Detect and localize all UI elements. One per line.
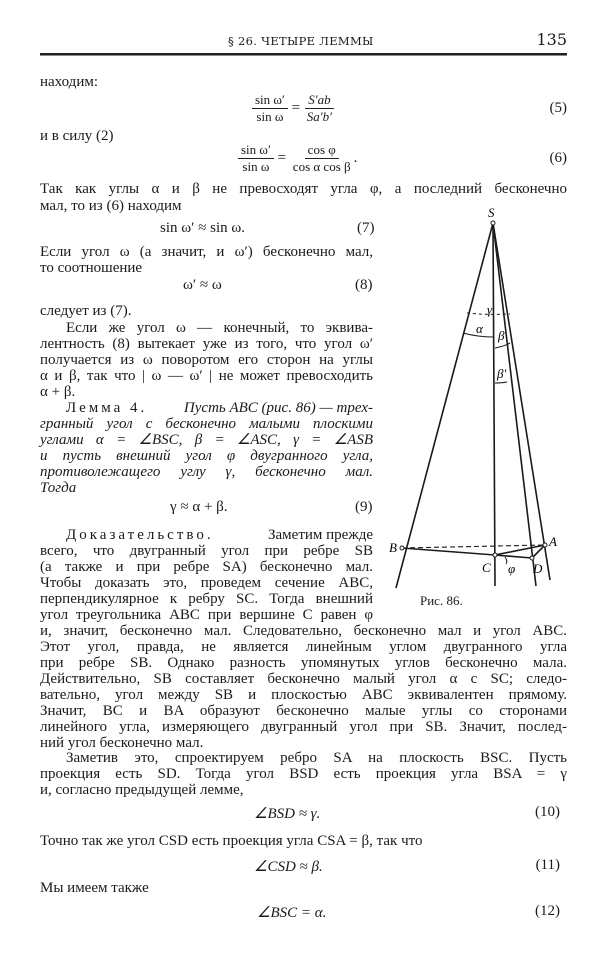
running-header: § 26. ЧЕТЫРЕ ЛЕММЫ: [228, 34, 374, 48]
text-line: линейного угла, измеряющего двугранный угол при SB. Значит, послед-: [40, 719, 567, 735]
segment-BC: [402, 548, 495, 555]
label-phi: φ: [508, 561, 516, 576]
text-line: всего, что двугранный угол при ребре SB: [40, 543, 373, 559]
text-line: Если угол ω (а значит, и ω′) бесконечно мал,: [40, 244, 373, 260]
equation-10: ∠BSD ≈ γ.: [254, 806, 321, 822]
text-line: и, значит, бесконечно мал. Следовательно, бесконечно мал и угол ABC.: [40, 623, 567, 639]
equation-number: (12): [535, 903, 560, 919]
text-line: Точно так же угол CSD есть проекция угла CSA = β, так что: [40, 833, 423, 849]
text-line: Заметим прежде: [268, 527, 373, 543]
label-gamma: γ: [487, 302, 493, 317]
equation-number: (8): [355, 277, 373, 293]
segment-BA-dashed: [402, 545, 545, 548]
label-B: B: [389, 540, 397, 555]
text-line: Если же угол ω — конечный, то эквива-: [66, 320, 373, 336]
text-line: ний угол бесконечно мал.: [40, 735, 204, 751]
text-line: Так как углы α и β не превосходят угла φ, а последний бесконечно: [40, 181, 567, 197]
text-line: Значит, BC и BA образуют бесконечно малые углы со сторонами: [40, 703, 567, 719]
equation-6: $\frac{\text{sin ω′}}{\text{sin ω}}$ = $\frac{\text{cos φ}}{\text{cos α cos β}}$ .: [238, 142, 357, 175]
lemma-title: Лемма 4.: [66, 400, 148, 416]
label-C: C: [482, 560, 491, 575]
text-line: углами α = ∠BSC, β = ∠ASC, γ = ∠ASB: [40, 432, 373, 448]
text-line: угол треугольника ABC при вершине C равен φ: [40, 607, 373, 623]
label-beta: β: [498, 328, 505, 343]
text-line: и, согласно предыдущей лемме,: [40, 782, 244, 798]
edge-SA: [493, 223, 550, 580]
text-line: проекция есть SD. Тогда угол BSD есть проекция угла BSA = γ: [40, 766, 567, 782]
text-line: Пусть ABC (рис. 86) — трех-: [183, 400, 373, 416]
text-line: лентность (8) вытекает уже из того, что угол ω′: [40, 336, 373, 352]
segment-CD: [495, 555, 532, 558]
text-line: и в силу (2): [40, 128, 114, 144]
label-A: A: [549, 534, 557, 549]
text-line: Заметив это, спроектируем ребро SA на плоскость BSC. Пусть: [66, 750, 567, 766]
text-line: Мы имеем также: [40, 880, 149, 896]
text-line: α + β.: [40, 384, 76, 400]
text-line: Действительно, SB составляет бесконечно малый угол α с SC; следо-: [40, 671, 567, 687]
edge-SC: [493, 223, 495, 586]
equation-5: $\frac{\text{sin ω′}}{\text{sin ω}}$ = $\frac{S'ab}{Sa'b'}$: [252, 92, 335, 125]
arc-beta-prime: [495, 382, 507, 383]
equation-number: (9): [355, 499, 373, 515]
text-line: Этот угол, правда, не является линейным углом двугранного угла: [40, 639, 567, 655]
text-line: мал, то из (6) находим: [40, 198, 182, 214]
equation-number: (11): [535, 857, 560, 873]
edge-SB: [396, 223, 493, 588]
text-line: противолежащего углу γ, бесконечно мал.: [40, 464, 373, 480]
page-number: 135: [536, 30, 567, 49]
equation-number: (5): [549, 100, 567, 116]
text-line: получается из ω поворотом его сторон на углы: [40, 352, 373, 368]
text-line: и пусть внешний угол φ двугранного угла,: [40, 448, 373, 464]
equation-11: ∠CSD ≈ β.: [254, 859, 323, 875]
equation-12: ∠BSC = α.: [257, 905, 327, 921]
edge-SD: [493, 223, 536, 586]
figure-caption: Рис. 86.: [420, 593, 463, 608]
text-line: α и β, так что | ω — ω′ | не может превосходить: [40, 368, 373, 384]
text-line: Тогда: [40, 480, 77, 496]
text-line: (а также и при ребре SA) бесконечно мал.: [40, 559, 373, 575]
equation-7: sin ω′ ≈ sin ω.: [160, 220, 246, 236]
label-D: D: [533, 561, 543, 576]
text-line: находим:: [40, 74, 99, 90]
equation-number: (6): [549, 150, 567, 166]
arc-phi: [505, 557, 507, 564]
label-S: S: [488, 205, 495, 220]
text-line: следует из (7).: [40, 303, 132, 319]
equation-number: (10): [535, 804, 560, 820]
equation-number: (7): [357, 220, 375, 236]
text-line: то соотношение: [40, 260, 143, 276]
text-line: гранный угол с бесконечно малыми плоскими: [40, 416, 373, 432]
text-line: вательно, угол между SB и плоскостью ABC эквивалентен прямому.: [40, 687, 567, 703]
text-line: Чтобы доказать это, проведем сечение ABC,: [40, 575, 373, 591]
label-alpha: α: [476, 321, 483, 336]
equation-8: ω′ ≈ ω: [183, 277, 222, 293]
proof-title: Доказательство.: [66, 527, 214, 543]
text-line: перпендикулярное к ребру SC. Тогда внешний: [40, 591, 373, 607]
label-beta-prime: β′: [497, 366, 507, 381]
equation-9: γ ≈ α + β.: [170, 499, 228, 515]
text-line: при ребре SB. Однако разность упомянутых углов бесконечно мала.: [40, 655, 567, 671]
